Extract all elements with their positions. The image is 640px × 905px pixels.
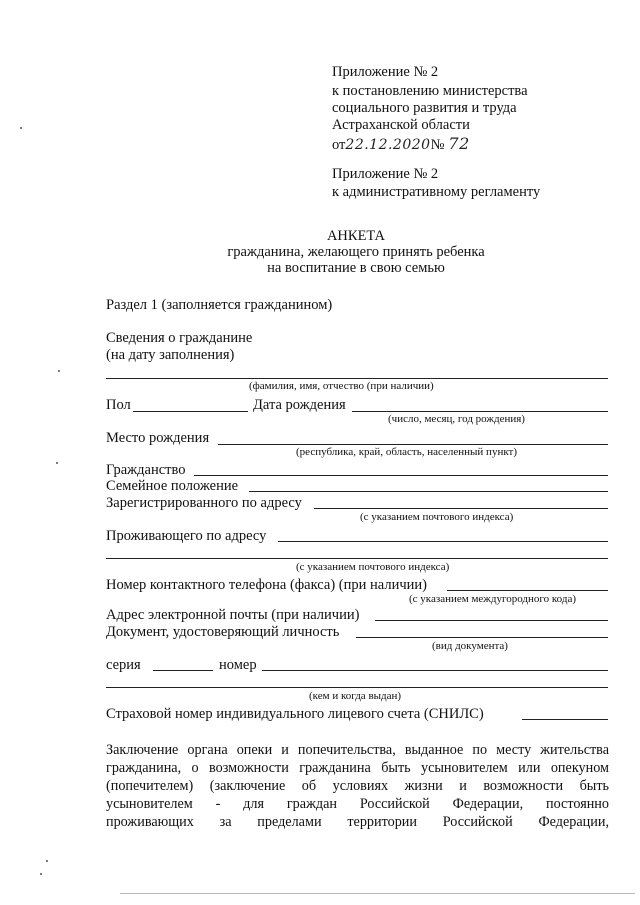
appendix2-title: Приложение № 2 [332, 166, 439, 182]
sex-field[interactable] [133, 411, 248, 412]
paragraph-line: проживающих за пределами территории Российской Федерации, [106, 814, 609, 830]
form-subtitle: на воспитание в свою семью [267, 260, 445, 276]
email-label: Адрес электронной почты (при наличии) [106, 607, 360, 623]
appendix-title: Приложение № 2 [332, 64, 439, 80]
scan-speck [58, 370, 60, 372]
marital-field[interactable] [249, 491, 608, 492]
registered-field[interactable] [314, 508, 608, 509]
appendix-line: к постановлению министерства [332, 83, 528, 99]
issued-caption: (кем и когда выдан) [309, 690, 402, 702]
registered-caption: (с указанием почтового индекса) [360, 511, 514, 523]
scan-speck [20, 127, 22, 129]
series-field[interactable] [153, 670, 213, 671]
citizenship-field[interactable] [194, 475, 608, 476]
registered-label: Зарегистрированного по адресу [106, 495, 302, 511]
living-field[interactable] [278, 541, 608, 542]
appendix-line: социального развития и труда [332, 100, 517, 116]
birthplace-field[interactable] [218, 444, 608, 445]
birthdate-field[interactable] [352, 411, 608, 412]
phone-label: Номер контактного телефона (факса) (при наличии) [106, 577, 427, 593]
appendix-date-line [332, 135, 470, 154]
phone-caption: (с указанием междугородного кода) [409, 593, 576, 605]
snils-label: Страховой номер индивидуального лицевого счета (СНИЛС) [106, 706, 484, 722]
info-heading: (на дату заполнения) [106, 347, 235, 363]
birthplace-label: Место рождения [106, 430, 210, 446]
number-field[interactable] [262, 670, 608, 671]
birthdate-label: Дата рождения [253, 397, 346, 413]
scan-edge [120, 893, 635, 894]
snils-field[interactable] [522, 719, 608, 720]
handwritten-number: 72 [448, 134, 470, 153]
series-label: серия [106, 657, 141, 673]
scan-speck [40, 873, 42, 875]
paragraph-line: (попечителем) (заключение об условиях жизни и возможности быть [106, 778, 609, 794]
marital-label: Семейное положение [106, 478, 239, 494]
birthdate-caption: (число, месяц, год рождения) [388, 413, 525, 425]
sex-label: Пол [106, 397, 131, 413]
fio-caption: (фамилия, имя, отчество (при наличии) [249, 380, 434, 392]
section-heading: Раздел 1 (заполняется гражданином) [106, 297, 333, 313]
info-heading: Сведения о гражданине [106, 330, 253, 346]
email-field[interactable] [375, 620, 608, 621]
appendix-line: Астраханской области [332, 117, 470, 133]
form-subtitle: гражданина, желающего принять ребенка [227, 244, 485, 260]
living-field-line2[interactable] [106, 558, 608, 559]
appendix2-line: к административному регламенту [332, 184, 541, 200]
paragraph-line: усыновителем - для граждан Российской Федерации, постоянно [106, 796, 609, 812]
phone-field[interactable] [447, 590, 608, 591]
date-prefix: от [332, 137, 346, 153]
number-label: номер [219, 657, 257, 673]
number-sign: № [430, 137, 445, 153]
id-document-label: Документ, удостоверяющий личность [106, 624, 340, 640]
id-document-field[interactable] [356, 637, 608, 638]
living-label: Проживающего по адресу [106, 528, 267, 544]
paragraph-line: Заключение органа опеки и попечительства, выданное по месту жительства [106, 742, 609, 758]
scan-speck [46, 860, 48, 862]
form-title: АНКЕТА [326, 228, 386, 244]
scan-speck [56, 462, 58, 464]
issued-field[interactable] [106, 687, 608, 688]
handwritten-date: 22.12.2020 [345, 137, 431, 153]
citizenship-label: Гражданство [106, 462, 186, 478]
birthplace-caption: (республика, край, область, населенный пункт) [296, 446, 517, 458]
living-caption: (с указанием почтового индекса) [296, 561, 450, 573]
paragraph-line: гражданина, о возможности гражданина быть усыновителем или опекуном [106, 760, 609, 776]
id-document-caption: (вид документа) [432, 640, 508, 652]
fio-field[interactable] [106, 378, 608, 379]
